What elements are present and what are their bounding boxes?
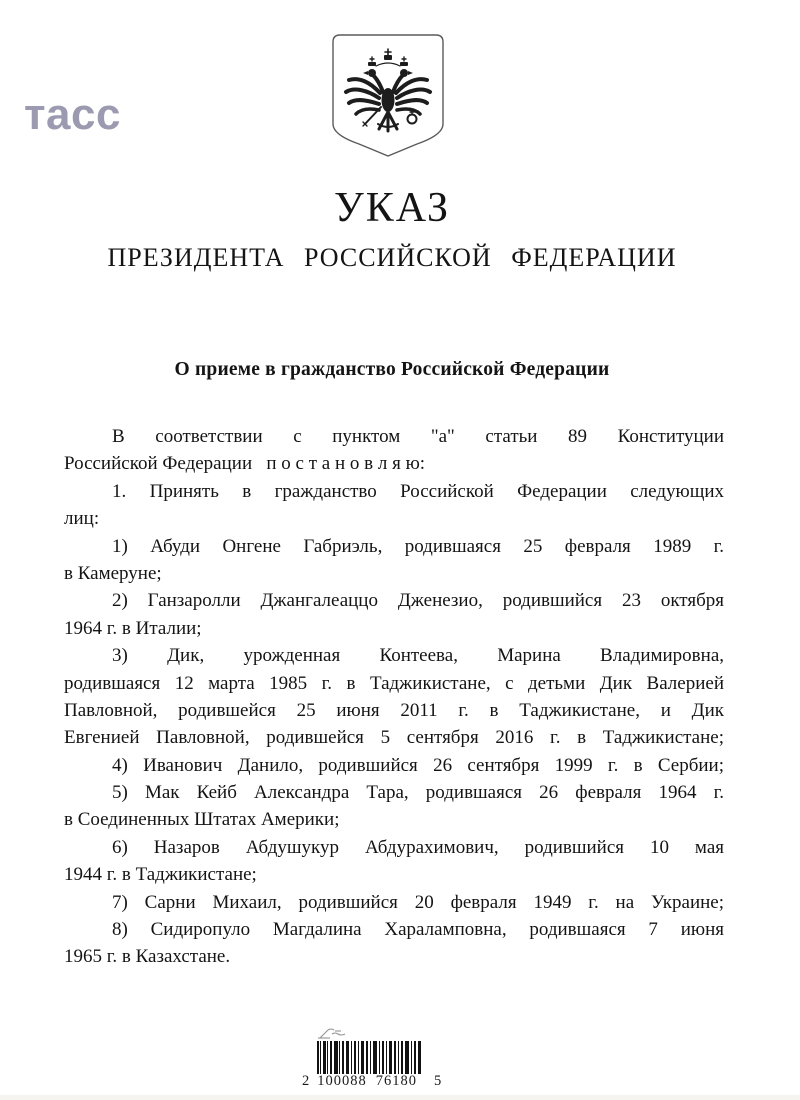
decree-title: УКАЗ <box>333 185 451 231</box>
body-line: В соответствии с пунктом "а" статьи 89 Конституции <box>112 426 724 447</box>
russia-coat-of-arms-icon <box>332 34 444 168</box>
barcode-digit-group2: 76180 <box>375 1073 417 1089</box>
tass-watermark: тасс <box>24 90 121 139</box>
body-line: 2) Ганзаролли Джангалеаццо Дженезио, родившийся 23 октября <box>112 590 724 612</box>
body-line: 1944 г. в Таджикистане; <box>64 864 257 886</box>
body-line: в Камеруне; <box>64 562 162 584</box>
body-line: Российской Федерации п о с т а н о в л я ю: <box>64 453 426 475</box>
body-line: родившаяся 12 марта 1985 г. в Таджикистане, с детьми Дик Валерией <box>64 672 724 694</box>
barcode-digit-check: 5 <box>434 1073 443 1089</box>
body-line: 1965 г. в Казахстане. <box>64 946 231 968</box>
page-bottom-edge <box>0 1095 800 1100</box>
barcode-digit-group1: 100088 <box>317 1073 367 1089</box>
body-line: в Соединенных Штатах Америки; <box>64 809 340 831</box>
decree-body <box>64 423 724 971</box>
body-line: 7) Сарни Михаил, родившийся 20 февраля 1949 г. на Украине; <box>112 891 724 913</box>
body-line: 4) Иванович Данило, родившийся 26 сентября 1999 г. в Сербии; <box>112 754 724 776</box>
body-line: Евгенией Павловной, родившейся 5 сентября 2016 г. в Таджикистане; <box>64 727 724 749</box>
body-line: 1) Абуди Онгене Габриэль, родившаяся 25 февраля 1989 г. <box>112 535 724 557</box>
decree-issuer: ПРЕЗИДЕНТА РОССИЙСКОЙ ФЕДЕРАЦИИ <box>107 243 677 272</box>
body-line: 5) Мак Кейб Александра Тара, родившаяся 26 февраля 1964 г. <box>112 782 724 804</box>
barcode <box>317 1041 421 1074</box>
decree-subject: О приеме в гражданство Российской Федерации <box>174 359 610 380</box>
barcode-digit-left: 2 <box>302 1073 311 1089</box>
body-line: 6) Назаров Абдушукур Абдурахимович, родившийся 10 мая <box>112 836 724 858</box>
body-line: Павловной, родившейся 25 июня 2011 г. в Таджикистане, и Дик <box>64 699 724 721</box>
body-line: 3) Дик, урожденная Контеева, Марина Владимировна, <box>112 645 724 667</box>
body-line: лиц: <box>64 508 100 530</box>
body-line: 1964 г. в Италии; <box>64 617 202 639</box>
barcode-digits <box>302 1073 442 1090</box>
body-line: 1. Принять в гражданство Российской Федерации следующих <box>112 480 724 502</box>
barcode-smudge-mark <box>316 1026 348 1041</box>
body-line: 8) Сидиропуло Магдалина Хараламповна, родившаяся 7 июня <box>112 919 724 941</box>
